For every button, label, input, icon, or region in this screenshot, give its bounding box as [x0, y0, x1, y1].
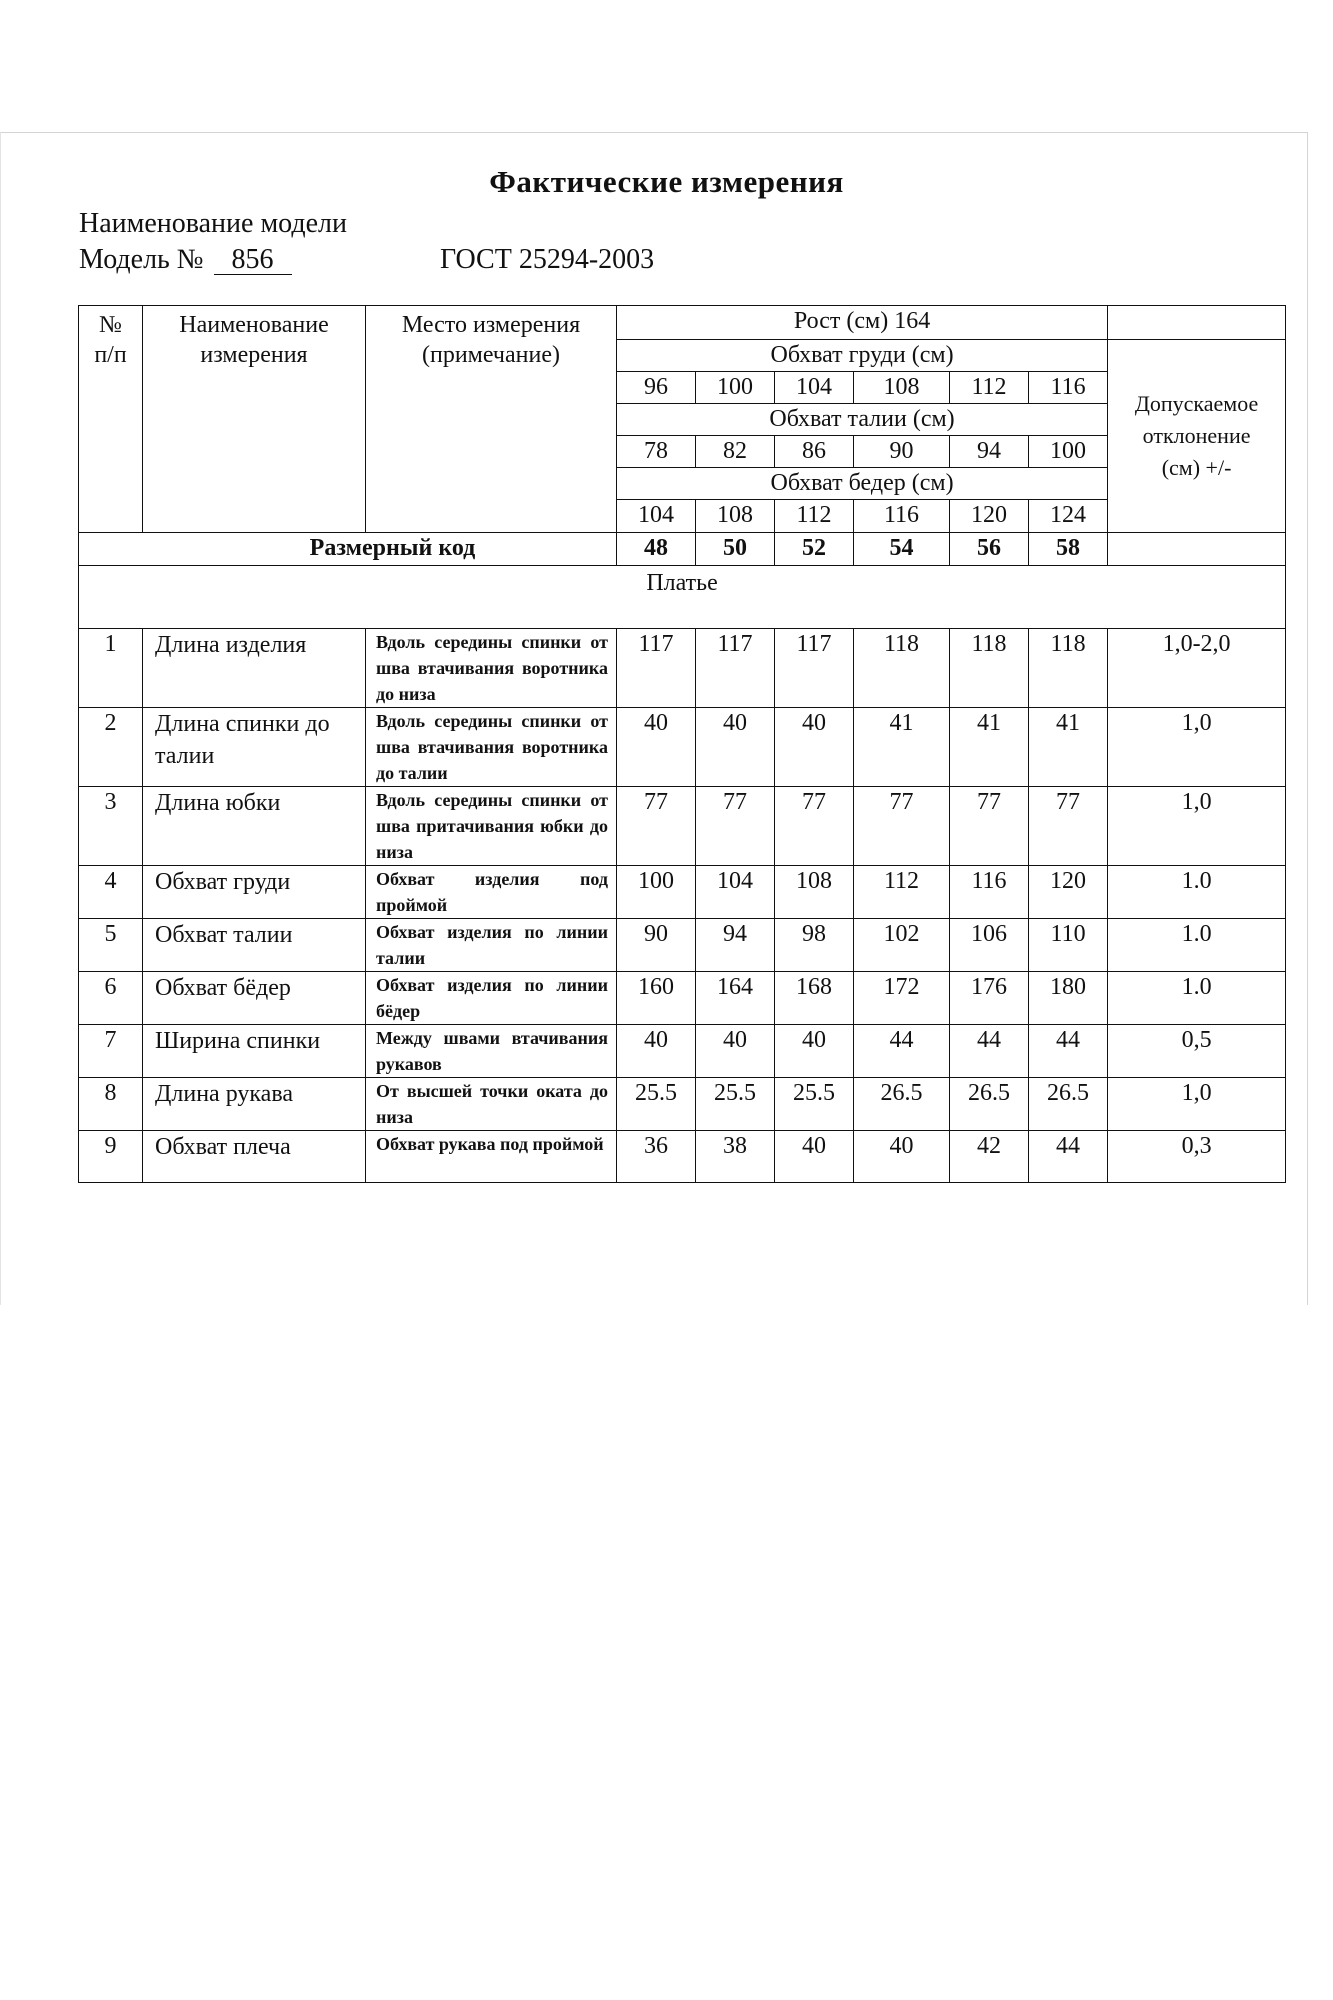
measurement-value: 98 [775, 919, 854, 972]
chest-size: 108 [854, 372, 950, 404]
measurements-table [78, 305, 1286, 1183]
row-number: 8 [79, 1078, 143, 1131]
measurement-value: 110 [1029, 919, 1108, 972]
size-code: 54 [854, 533, 950, 566]
chest-size: 112 [950, 372, 1029, 404]
model-name-label: Наименование модели [79, 208, 347, 239]
size-code-tolerance [1108, 533, 1286, 566]
row-number: 1 [79, 629, 143, 708]
measurement-value: 172 [854, 972, 950, 1025]
size-code: 56 [950, 533, 1029, 566]
measurement-value: 117 [696, 629, 775, 708]
tolerance-value: 1.0 [1108, 919, 1286, 972]
hips-size: 124 [1029, 500, 1108, 533]
header-number: № п/п [79, 306, 143, 533]
measurement-value: 180 [1029, 972, 1108, 1025]
measurement-name: Длина рукава [143, 1078, 366, 1131]
model-number-line [79, 244, 292, 276]
row-number: 9 [79, 1131, 143, 1183]
table-row [79, 972, 1286, 1025]
measurement-value: 26.5 [1029, 1078, 1108, 1131]
measurement-name: Обхват груди [143, 866, 366, 919]
row-number: 6 [79, 972, 143, 1025]
tolerance-value: 1,0 [1108, 1078, 1286, 1131]
size-code-row [79, 533, 1286, 566]
header-hips-label: Обхват бедер (см) [617, 468, 1108, 500]
header-tolerance: Допускаемое отклонение (см) +/- [1108, 340, 1286, 533]
tolerance-value: 1,0 [1108, 708, 1286, 787]
measurement-value: 41 [1029, 708, 1108, 787]
measurement-value: 77 [1029, 787, 1108, 866]
header-chest-label: Обхват груди (см) [617, 340, 1108, 372]
measurement-value: 40 [775, 708, 854, 787]
measurement-value: 106 [950, 919, 1029, 972]
table-row [79, 919, 1286, 972]
model-number-value: 856 [214, 246, 292, 275]
measurement-value: 25.5 [617, 1078, 696, 1131]
measurement-place: Обхват изделия по линии бёдер [366, 972, 617, 1025]
measurement-name: Длина изделия [143, 629, 366, 708]
tolerance-value: 1,0-2,0 [1108, 629, 1286, 708]
waist-size: 78 [617, 436, 696, 468]
row-number: 5 [79, 919, 143, 972]
measurement-value: 168 [775, 972, 854, 1025]
hips-size: 108 [696, 500, 775, 533]
chest-size: 116 [1029, 372, 1108, 404]
measurement-value: 108 [775, 866, 854, 919]
measurement-value: 42 [950, 1131, 1029, 1183]
measurement-rows [79, 629, 1286, 1183]
measurement-value: 40 [696, 708, 775, 787]
measurement-value: 41 [854, 708, 950, 787]
tolerance-value: 1.0 [1108, 866, 1286, 919]
size-code: 58 [1029, 533, 1108, 566]
table-row [79, 708, 1286, 787]
header-height: Рост (см) 164 [617, 306, 1108, 340]
measurement-value: 26.5 [950, 1078, 1029, 1131]
chest-size: 104 [775, 372, 854, 404]
header-tolerance-top [1108, 306, 1286, 340]
measurement-value: 94 [696, 919, 775, 972]
size-code-label: Размерный код [79, 533, 617, 566]
measurement-name: Ширина спинки [143, 1025, 366, 1078]
measurement-value: 41 [950, 708, 1029, 787]
measurement-value: 102 [854, 919, 950, 972]
measurement-value: 40 [854, 1131, 950, 1183]
measurement-value: 44 [950, 1025, 1029, 1078]
measurement-name: Длина спинки до талии [143, 708, 366, 787]
measurement-name: Обхват плеча [143, 1131, 366, 1183]
measurement-value: 40 [775, 1131, 854, 1183]
measurement-name: Длина юбки [143, 787, 366, 866]
measurement-value: 77 [950, 787, 1029, 866]
measurement-value: 160 [617, 972, 696, 1025]
chest-size: 96 [617, 372, 696, 404]
tolerance-value: 0,5 [1108, 1025, 1286, 1078]
table-row [79, 1078, 1286, 1131]
gost-standard: ГОСТ 25294-2003 [440, 244, 655, 275]
measurement-value: 120 [1029, 866, 1108, 919]
measurement-value: 40 [775, 1025, 854, 1078]
measurement-value: 118 [950, 629, 1029, 708]
hips-size: 112 [775, 500, 854, 533]
section-title: Платье [79, 566, 1286, 629]
measurement-value: 116 [950, 866, 1029, 919]
measurement-value: 117 [617, 629, 696, 708]
measurement-place: Обхват изделия по линии талии [366, 919, 617, 972]
measurement-name: Обхват талии [143, 919, 366, 972]
measurement-value: 44 [854, 1025, 950, 1078]
measurement-value: 26.5 [854, 1078, 950, 1131]
table-row [79, 866, 1286, 919]
measurement-value: 100 [617, 866, 696, 919]
row-number: 4 [79, 866, 143, 919]
waist-size: 86 [775, 436, 854, 468]
model-number-label: Модель № [79, 244, 204, 275]
measurement-value: 77 [617, 787, 696, 866]
measurement-place: Вдоль середины спинки от шва втачивания воротника до талии [366, 708, 617, 787]
tolerance-value: 0,3 [1108, 1131, 1286, 1183]
measurement-place: От высшей точки оката до низа [366, 1078, 617, 1131]
waist-size: 82 [696, 436, 775, 468]
measurement-value: 40 [696, 1025, 775, 1078]
measurement-value: 77 [696, 787, 775, 866]
measurement-place: Обхват рукава под проймой [366, 1131, 617, 1183]
row-number: 7 [79, 1025, 143, 1078]
measurement-value: 44 [1029, 1131, 1108, 1183]
measurement-name: Обхват бёдер [143, 972, 366, 1025]
measurement-value: 90 [617, 919, 696, 972]
header-measurement-place: Место измерения (примечание) [366, 306, 617, 533]
measurement-value: 77 [854, 787, 950, 866]
measurement-value: 44 [1029, 1025, 1108, 1078]
row-number: 2 [79, 708, 143, 787]
hips-size: 104 [617, 500, 696, 533]
measurement-value: 118 [854, 629, 950, 708]
size-code: 50 [696, 533, 775, 566]
measurement-value: 112 [854, 866, 950, 919]
document-title: Фактические измерения [489, 164, 844, 199]
hips-size: 120 [950, 500, 1029, 533]
measurement-value: 118 [1029, 629, 1108, 708]
measurement-place: Вдоль середины спинки от шва втачивания воротника до низа [366, 629, 617, 708]
measurement-place: Между швами втачивания рукавов [366, 1025, 617, 1078]
measurement-value: 40 [617, 1025, 696, 1078]
measurement-value: 77 [775, 787, 854, 866]
measurement-value: 104 [696, 866, 775, 919]
header-waist-label: Обхват талии (см) [617, 404, 1108, 436]
table-row [79, 629, 1286, 708]
measurement-value: 25.5 [775, 1078, 854, 1131]
table-row [79, 1025, 1286, 1078]
measurement-value: 176 [950, 972, 1029, 1025]
measurement-value: 164 [696, 972, 775, 1025]
measurement-place: Вдоль середины спинки от шва притачивания юбки до низа [366, 787, 617, 866]
measurement-value: 25.5 [696, 1078, 775, 1131]
measurement-value: 36 [617, 1131, 696, 1183]
header-measurement-name: Наименование измерения [143, 306, 366, 533]
measurement-value: 40 [617, 708, 696, 787]
measurement-place: Обхват изделия под проймой [366, 866, 617, 919]
hips-size: 116 [854, 500, 950, 533]
waist-size: 100 [1029, 436, 1108, 468]
chest-size: 100 [696, 372, 775, 404]
waist-size: 90 [854, 436, 950, 468]
measurement-value: 38 [696, 1131, 775, 1183]
table-row [79, 787, 1286, 866]
tolerance-value: 1,0 [1108, 787, 1286, 866]
size-code: 48 [617, 533, 696, 566]
waist-size: 94 [950, 436, 1029, 468]
row-number: 3 [79, 787, 143, 866]
size-code: 52 [775, 533, 854, 566]
tolerance-value: 1.0 [1108, 972, 1286, 1025]
table-row [79, 1131, 1286, 1183]
measurement-value: 117 [775, 629, 854, 708]
